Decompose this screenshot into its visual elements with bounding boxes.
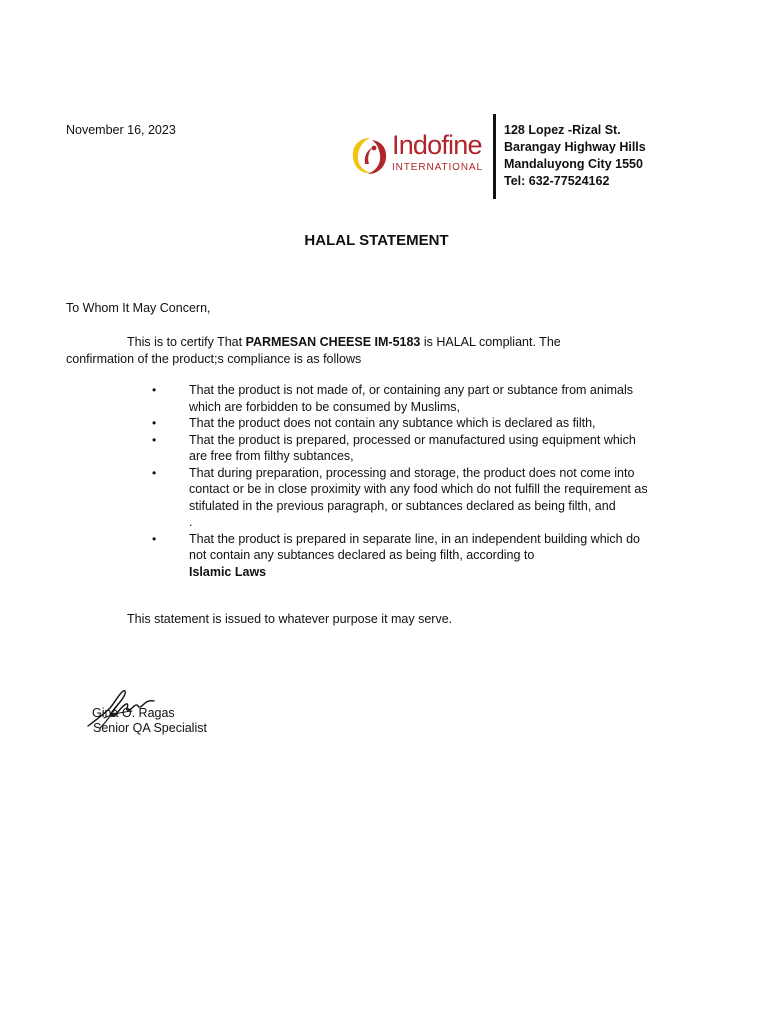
- address-line-3: Mandaluyong City 1550: [504, 157, 643, 171]
- address-phone: Tel: 632-77524162: [504, 174, 610, 188]
- compliance-list: [150, 382, 748, 580]
- bullet-icon: •: [152, 465, 157, 480]
- intro-paragraph: [66, 334, 626, 367]
- header-divider: [493, 114, 496, 199]
- document-title: HALAL STATEMENT: [304, 232, 449, 249]
- product-name: PARMESAN CHEESE IM-5183: [245, 335, 421, 349]
- list-item: • That the product is prepared, processed or manufactured using equipment which are free from filthy subtances,: [152, 432, 636, 463]
- closing-statement: This statement is issued to whatever purpose it may serve.: [127, 612, 453, 626]
- handwritten-signature-icon: [82, 684, 162, 732]
- bullet-icon: •: [152, 432, 157, 447]
- address-line-1: 128 Lopez -Rizal St.: [504, 123, 621, 137]
- intro-line-2: confirmation of the product;s compliance is as follows: [66, 351, 362, 366]
- list-item: • That the product is prepared in separate line, in an independent building which do not contain any subtances declared as being filth, according to Islamic Laws: [152, 531, 641, 579]
- bullet-icon: •: [152, 416, 157, 430]
- address-line-2: Barangay Highway Hills: [504, 140, 646, 154]
- indofine-swirl-logo-icon: [350, 134, 390, 178]
- islamic-laws-text: Islamic Laws: [189, 564, 267, 579]
- logo-wordmark: Indofine: [392, 130, 482, 160]
- list-item: • That the product does not contain any subtance which is declared as filth,: [152, 416, 596, 430]
- signatory-title: Senior QA Specialist: [93, 721, 207, 735]
- bullet-icon: •: [152, 531, 157, 546]
- logo-subtitle: INTERNATIONAL: [392, 162, 483, 173]
- company-logo: [350, 130, 483, 178]
- bullet-icon: •: [152, 383, 157, 397]
- list-item: • That during preparation, processing and storage, the product does not come into contact or be in close proximity with any food which do not fulfill the requirement as stifulated in the previous paragraph, or subtances declared as being filth, and .: [152, 465, 748, 529]
- intro-lead: This is to certify That: [127, 335, 246, 349]
- intro-tail: is HALAL compliant. The: [420, 335, 561, 349]
- list-item: • That the product is not made of, or containing any part or subtance from animals which are forbidden to be consumed by Muslims,: [152, 383, 633, 414]
- signatory-name: Gina O. Ragas: [92, 706, 175, 720]
- salutation: To Whom It May Concern,: [66, 301, 211, 315]
- company-address: [504, 122, 646, 190]
- letter-date: November 16, 2023: [66, 123, 176, 137]
